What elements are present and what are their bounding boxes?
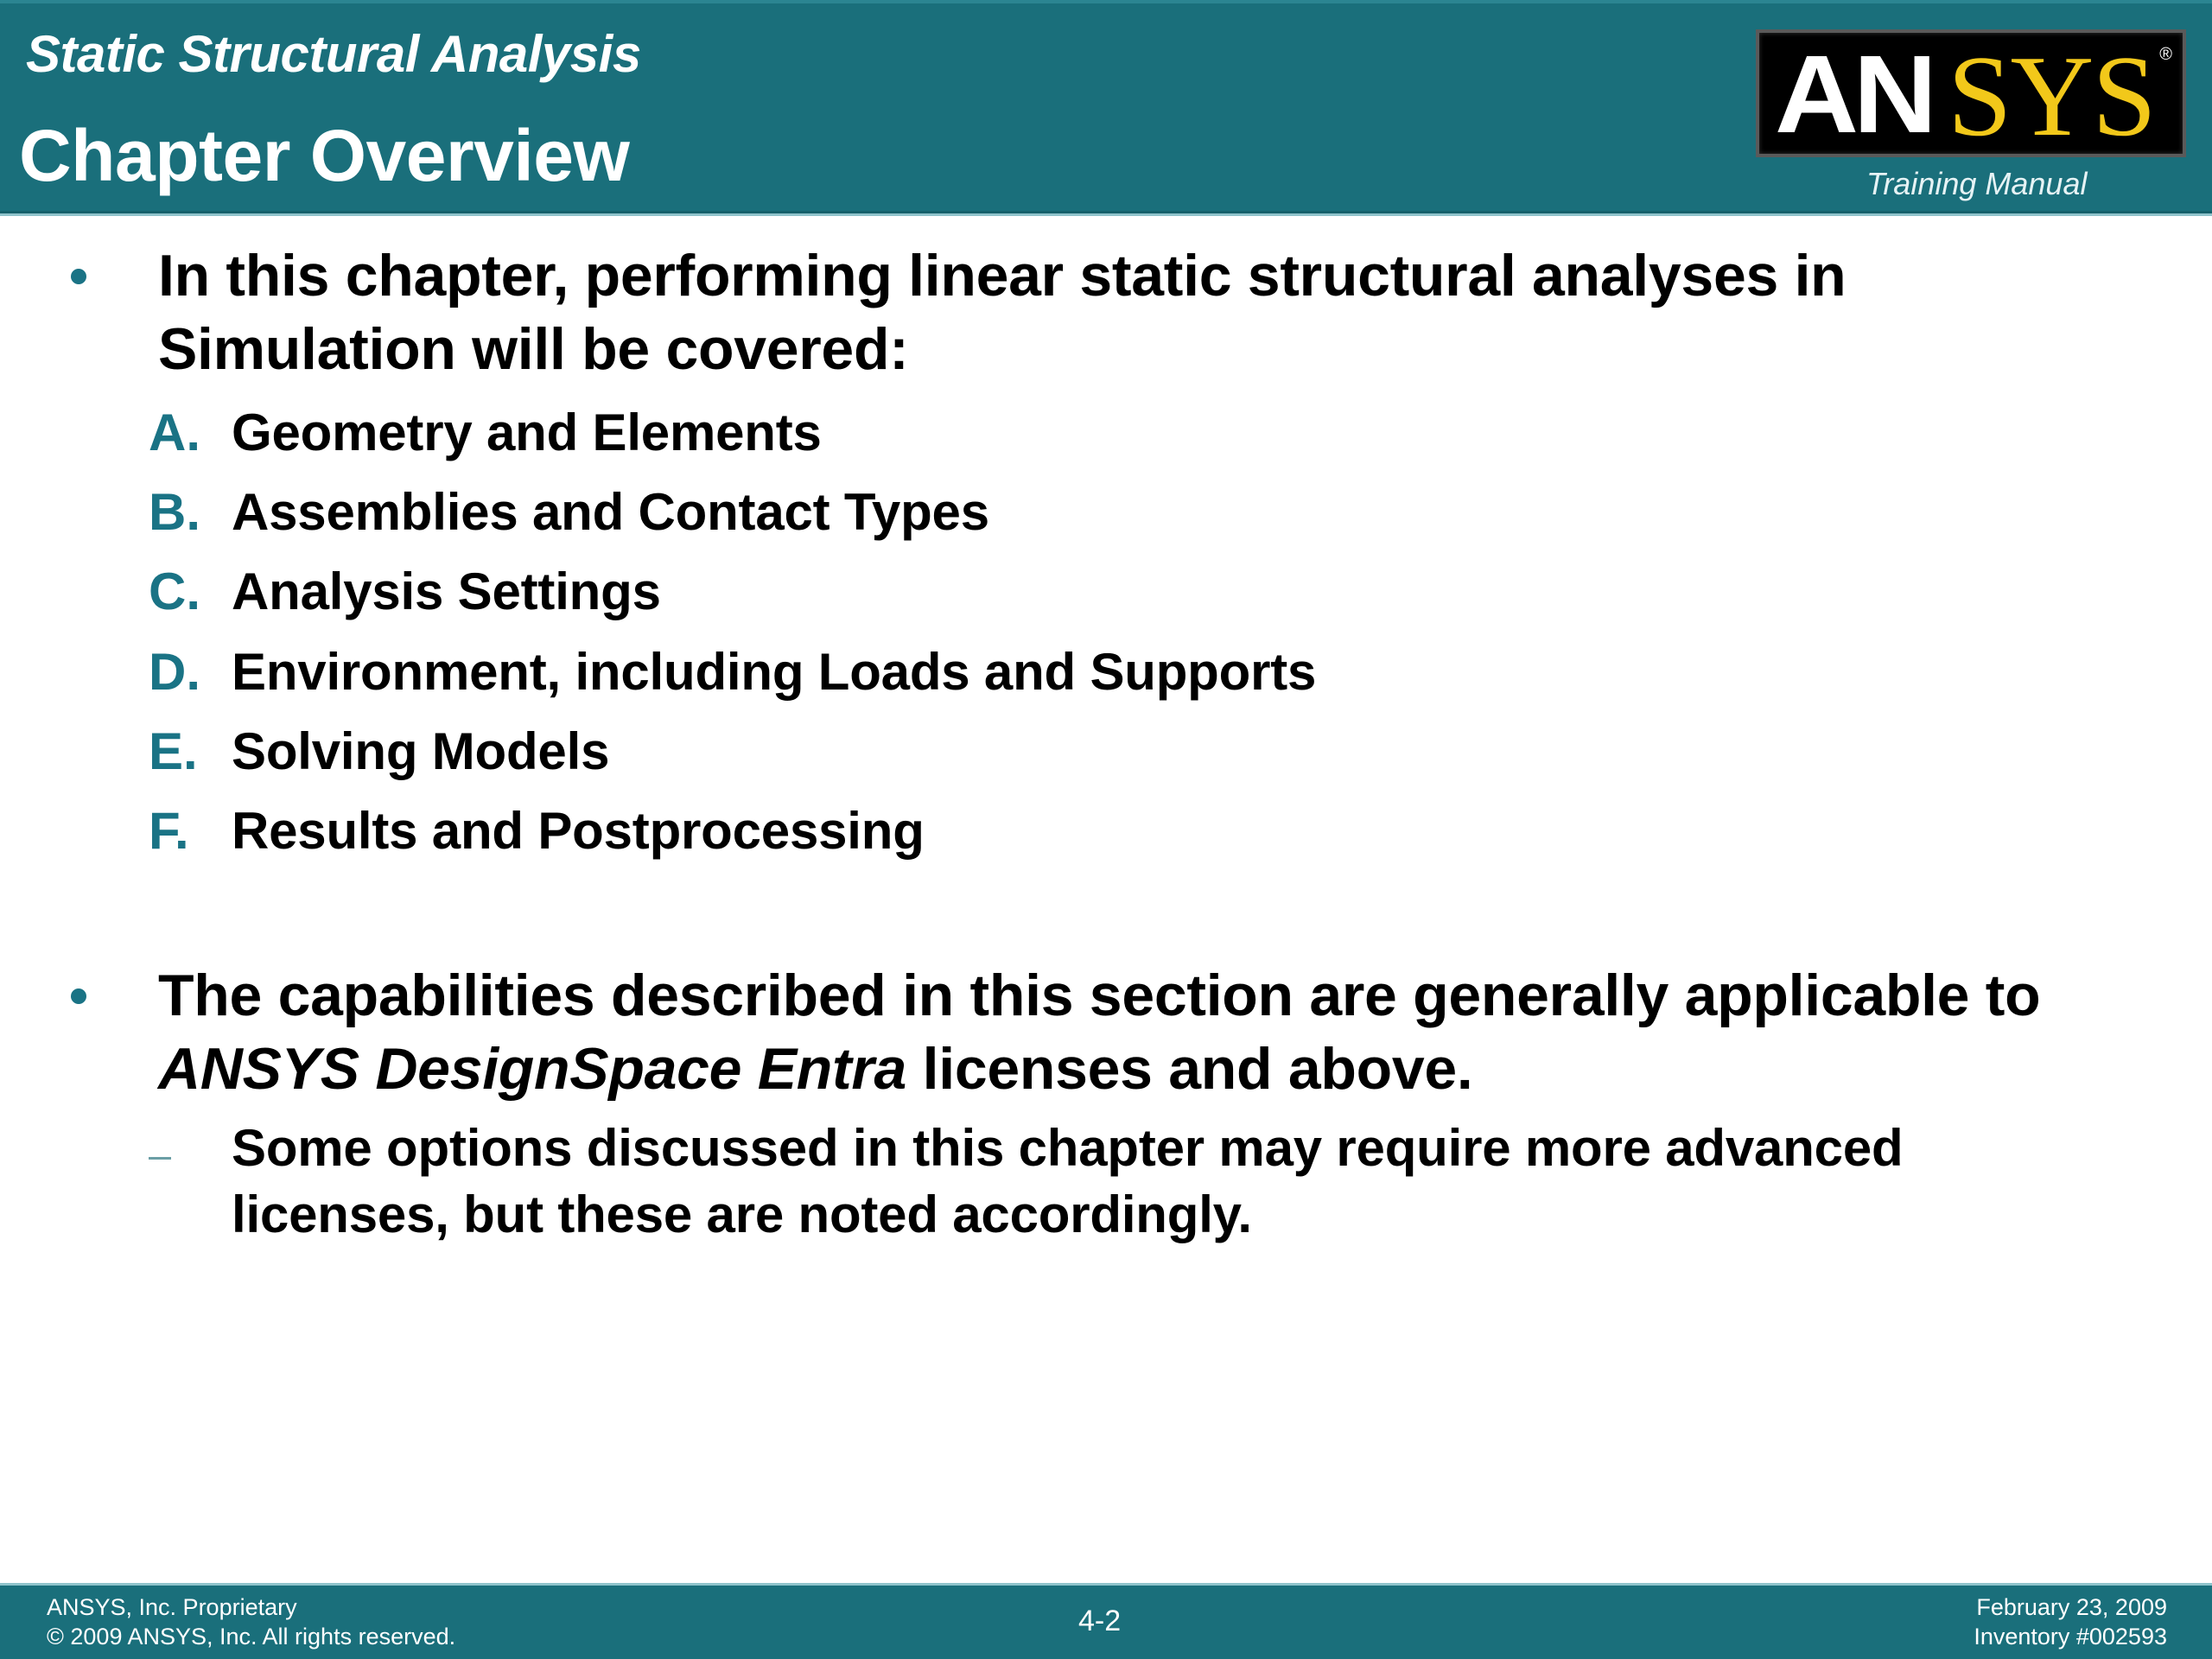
footer-date: February 23, 2009 <box>1976 1594 2167 1620</box>
header-top-line <box>0 0 2212 3</box>
list-item-letter: E. <box>149 722 198 780</box>
footer-proprietary: ANSYS, Inc. Proprietary <box>47 1594 297 1620</box>
footer-copyright <box>47 1592 455 1651</box>
training-manual-label: Training Manual <box>1866 166 2088 201</box>
slide-header <box>0 0 2212 213</box>
list-item <box>0 478 2212 547</box>
footer-inventory: Inventory #002593 <box>1974 1624 2167 1649</box>
list-item-text: Analysis Settings <box>232 563 661 620</box>
list-item <box>0 638 2212 707</box>
slide-footer <box>0 1583 2212 1659</box>
sub-bullet-text-line: Some options discussed in this chapter may require more advanced <box>232 1119 1904 1177</box>
dash-icon <box>149 1157 171 1160</box>
list-item <box>0 398 2212 467</box>
bullet-dot-icon <box>71 988 86 1004</box>
slide-subtitle: Static Structural Analysis <box>26 25 641 83</box>
logo-text-white: AN <box>1775 33 1932 156</box>
bullet-text-rest: licenses and above. <box>906 1036 1473 1102</box>
bullet-dot-icon <box>71 269 86 284</box>
list-item <box>0 557 2212 626</box>
list-item-letter: C. <box>149 563 200 620</box>
list-item-text: Environment, including Loads and Supports <box>232 643 1317 701</box>
bullet-text <box>158 959 2180 1106</box>
bullet-text-line: The capabilities described in this section are generally applicable to <box>158 963 2041 1028</box>
list-item-text: Solving Models <box>232 722 610 780</box>
product-name-italic: ANSYS DesignSpace Entra <box>158 1036 907 1102</box>
list-item <box>0 797 2212 866</box>
bullet-text <box>158 239 2180 386</box>
bullet-text-line: Simulation will be covered: <box>158 316 909 382</box>
registered-mark-icon: ® <box>2159 45 2172 64</box>
list-item-letter: F. <box>149 802 189 860</box>
sub-bullet-text <box>232 1115 2184 1248</box>
footer-rights: © 2009 ANSYS, Inc. All rights reserved. <box>47 1624 456 1649</box>
ansys-logo <box>1756 29 2186 160</box>
sub-bullet-text-line: licenses, but these are noted accordingly. <box>232 1185 1252 1243</box>
page-number: 4-2 <box>1078 1605 1122 1637</box>
list-item-letter: A. <box>149 404 200 461</box>
list-item-text: Results and Postprocessing <box>232 802 925 860</box>
slide-title: Chapter Overview <box>19 115 630 196</box>
list-item-letter: B. <box>149 483 200 541</box>
bullet-text-line: In this chapter, performing linear static structural analyses in <box>158 243 1847 308</box>
list-item <box>0 717 2212 786</box>
bullet-text-line <box>158 1033 2180 1106</box>
list-item-text: Geometry and Elements <box>232 404 822 461</box>
logo-text-yellow: SYS <box>1948 32 2155 160</box>
footer-meta <box>1974 1592 2167 1651</box>
list-item-text: Assemblies and Contact Types <box>232 483 989 541</box>
list-item-letter: D. <box>149 643 200 701</box>
